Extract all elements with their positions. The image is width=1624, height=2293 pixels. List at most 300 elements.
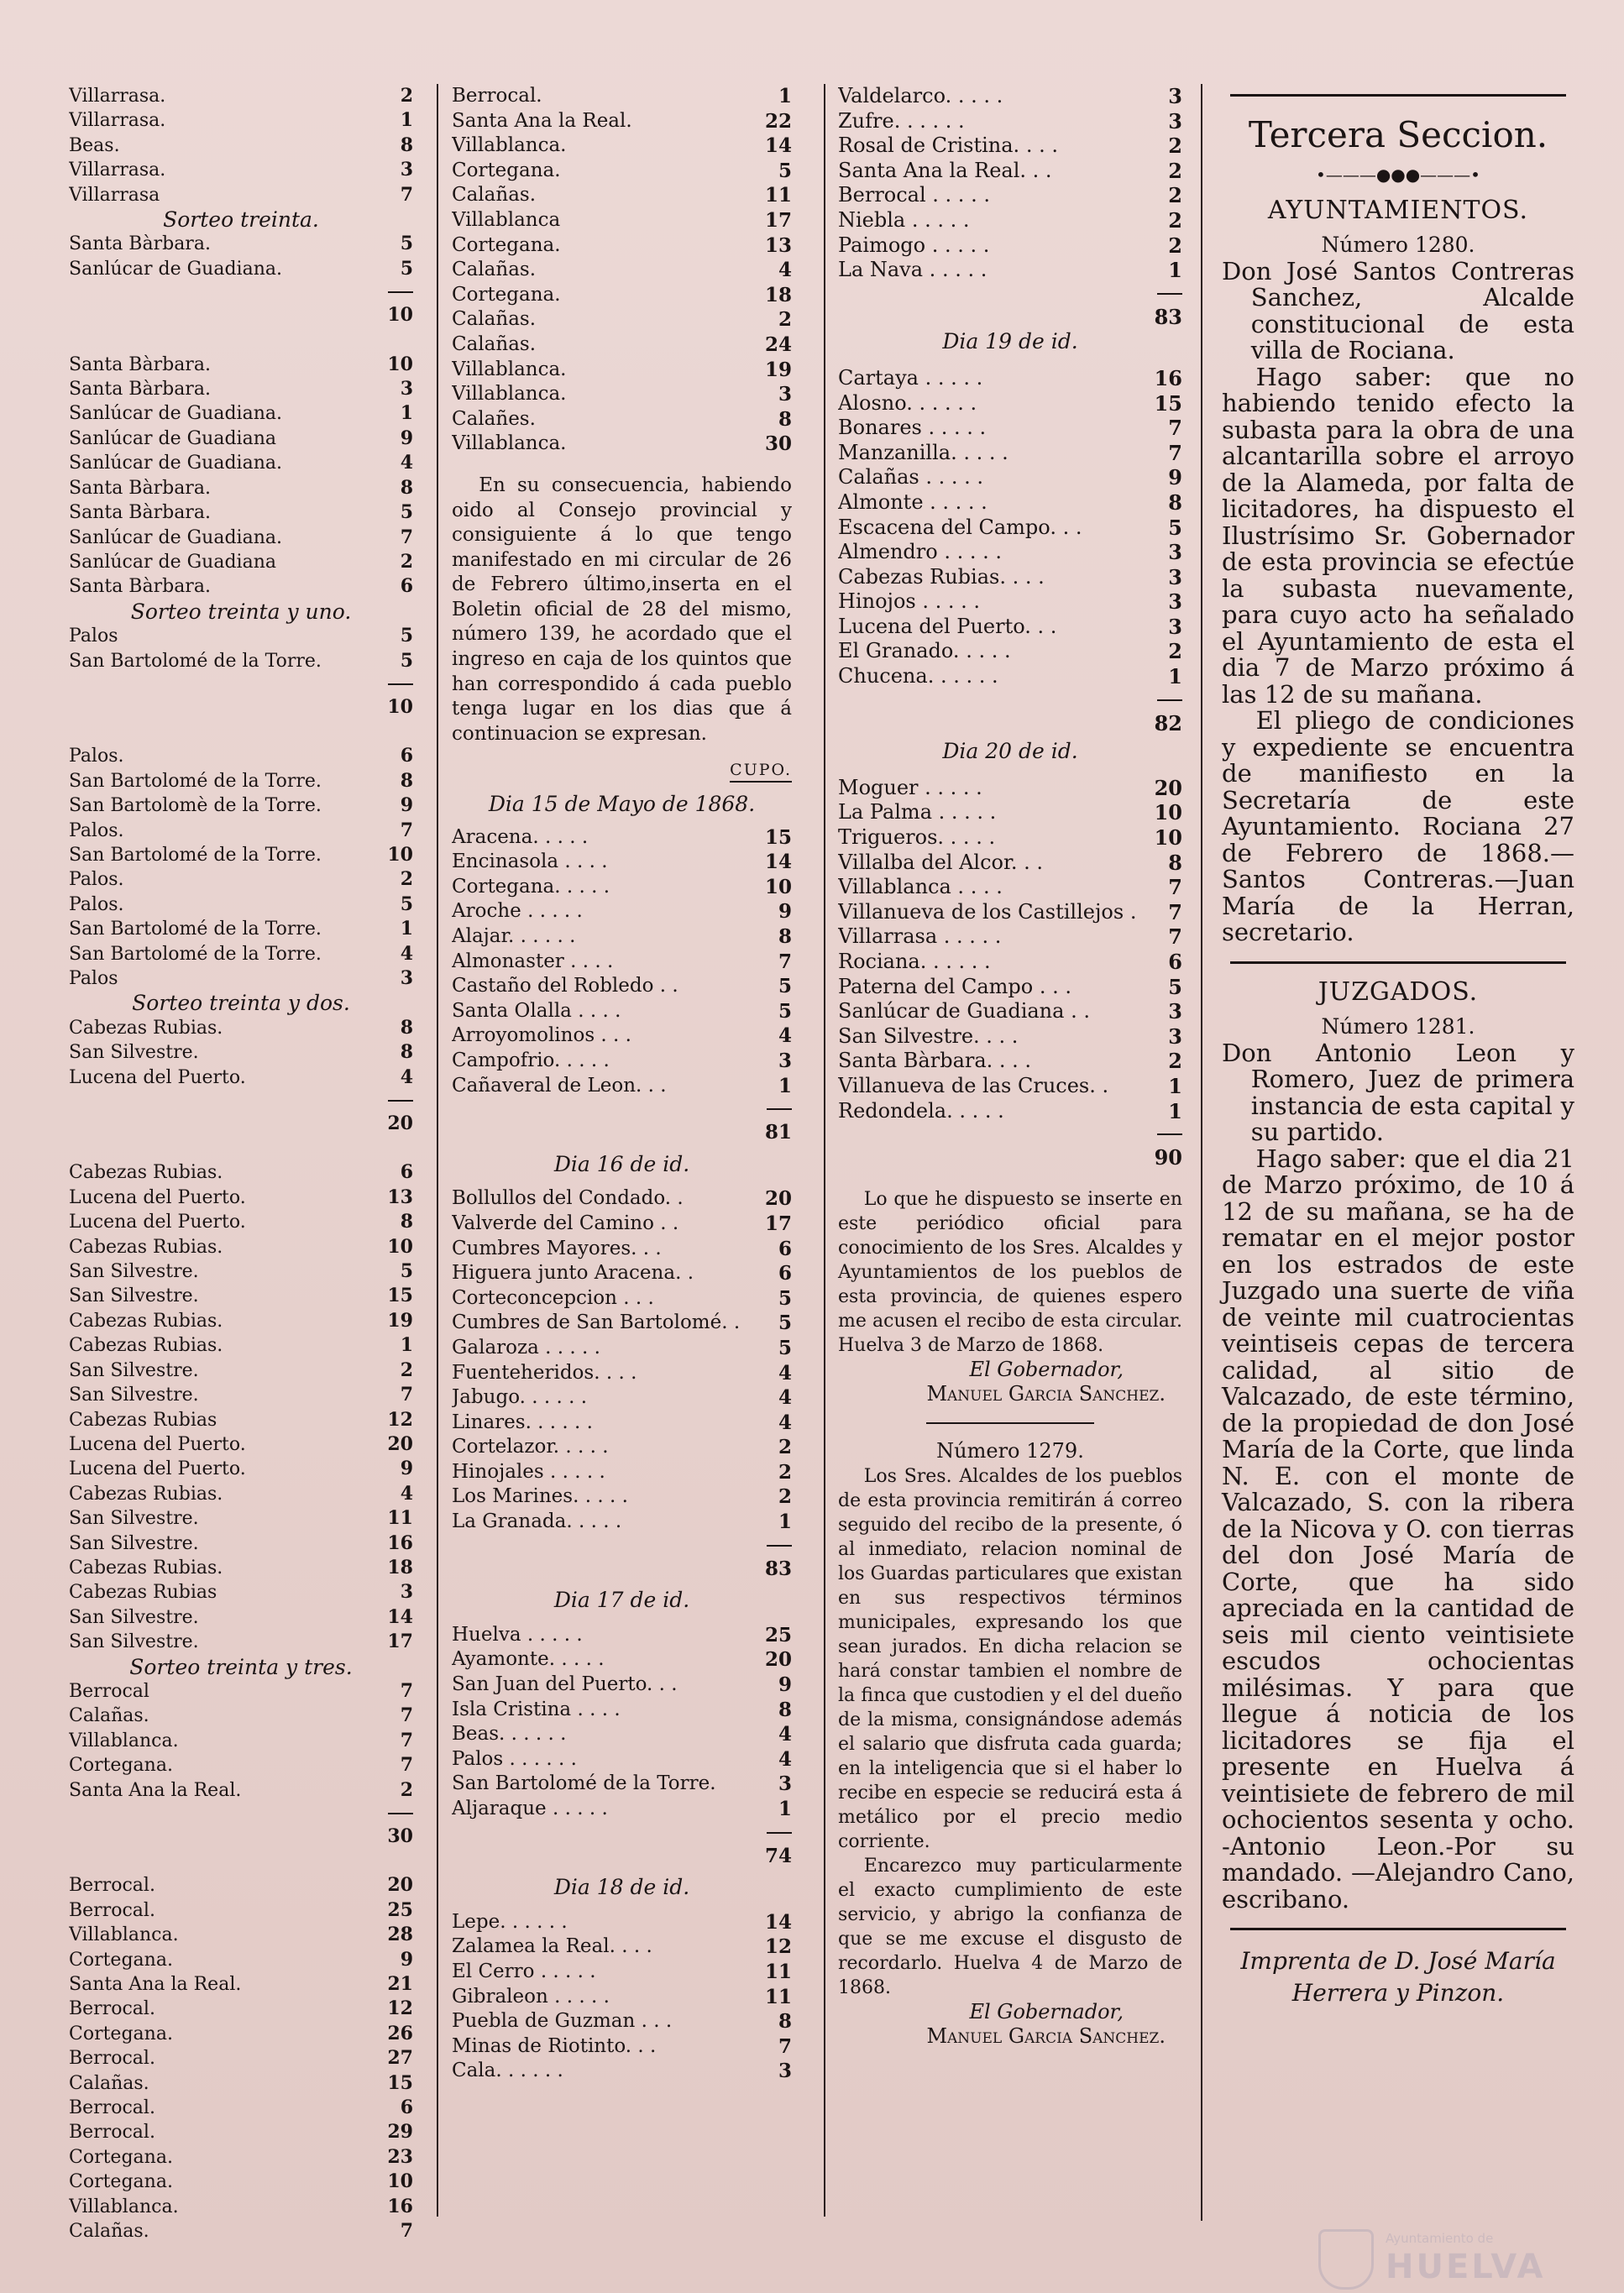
place-name: Sanlúcar de Guadiana <box>69 551 276 573</box>
list-item <box>838 133 1182 159</box>
place-name: Calañas. <box>452 332 537 355</box>
place-name: Valdelarco. . . . . <box>838 84 1003 107</box>
place-name: Zufre. . . . . . <box>838 108 965 133</box>
list-item <box>452 1435 792 1460</box>
quota-number: 17 <box>764 208 792 232</box>
list-item <box>838 183 1182 208</box>
quota-number: 11 <box>387 1507 413 1530</box>
quota-number: 3 <box>400 967 413 989</box>
place-name: Almonaster . . . . <box>452 950 614 972</box>
place-name: Cortegana. <box>69 2171 173 2193</box>
place-name: San Juan del Puerto. . . <box>452 1673 678 1696</box>
quota-number: 7 <box>400 183 413 206</box>
place-name: Puebla de Guzman . . . <box>452 2010 673 2033</box>
list-item <box>452 84 792 109</box>
heading-sorteo-33: Sorteo treinta y tres. <box>129 1654 353 1679</box>
place-name: Fuenteheridos. . . . <box>452 1361 637 1384</box>
list-item <box>69 1383 413 1407</box>
list-item <box>69 843 413 867</box>
quota-number: 4 <box>778 1723 792 1746</box>
list-item <box>69 1359 413 1383</box>
place-name: Los Marines. . . . . <box>452 1485 628 1508</box>
list-item <box>69 1284 413 1308</box>
quota-number: 3 <box>778 1772 792 1796</box>
place-name: Minas de Riotinto. . . <box>452 2034 657 2057</box>
list-item <box>452 1910 792 1935</box>
list-item <box>452 950 792 975</box>
list-item <box>69 1923 413 1947</box>
quota-number: 6 <box>400 745 413 767</box>
header-1281: Don Antonio Leon y Romero, Juez de primera instancia de esta capital y su partido. <box>1222 1038 1574 1146</box>
list-item <box>69 550 413 574</box>
place-name: Berrocal. <box>69 2122 155 2144</box>
place-name: Cartaya . . . . . <box>838 365 983 390</box>
place-name: San Silvestre. <box>69 1285 199 1307</box>
quota-number: 4 <box>400 452 413 474</box>
ornament: •———●●●———• <box>1316 165 1480 185</box>
quota-number: 2 <box>400 868 413 891</box>
quota-number: 20 <box>1154 775 1182 800</box>
place-name: Santa Bàrbara. <box>69 502 211 524</box>
list-item <box>69 84 413 108</box>
quota-number: 2 <box>1168 639 1182 664</box>
signature-title: El Gobernador, <box>969 1357 1124 1381</box>
list-item <box>838 490 1182 516</box>
quota-number: 3 <box>1168 108 1182 133</box>
list-item <box>838 565 1182 590</box>
list-item <box>69 133 413 158</box>
list-item <box>838 1024 1182 1050</box>
quota-number: 27 <box>387 2047 413 2070</box>
place-name: Berrocal <box>69 1680 149 1702</box>
quota-number: 9 <box>400 1458 413 1480</box>
list-item <box>452 283 792 308</box>
list-item <box>69 2096 413 2120</box>
list-item <box>69 1898 413 1923</box>
place-name: Cabezas Rubias <box>69 1582 217 1604</box>
quota-number: 7 <box>1168 875 1182 900</box>
quota-number: 12 <box>387 1997 413 2020</box>
place-name: Escacena del Campo. . . <box>838 515 1082 539</box>
place-name: Cortegana. <box>69 2146 173 2168</box>
list-item <box>69 476 413 500</box>
place-name: Palos . . . . . . <box>452 1747 577 1770</box>
place-name: Castaño del Robledo . . <box>452 975 678 997</box>
list-item <box>838 851 1182 876</box>
place-name: El Cerro . . . . . <box>452 1960 596 1982</box>
quota-number: 20 <box>387 1432 413 1455</box>
quota-number: 14 <box>764 1910 792 1934</box>
watermark-big: HUELVA <box>1386 2248 1546 2286</box>
column-rule <box>437 84 438 2217</box>
place-name: Calañes. <box>452 407 536 430</box>
list-item <box>69 769 413 793</box>
heading-dia-17: Dia 17 de id. <box>553 1588 690 1613</box>
quota-number: 6 <box>778 1237 792 1260</box>
list-item <box>69 1580 413 1605</box>
list-item <box>69 1506 413 1531</box>
total: 20 <box>387 1112 413 1135</box>
paragraph-1280b: El pliego de condiciones y expediente se encuentra de manifiesto en la Secretaría de este Ayuntamiento. Rociana 27 de Febrero de 1868.—Santos Contreras.—Juan María de la Herran, secretario. <box>1222 706 1574 946</box>
place-name: Berrocal. <box>69 1875 155 1897</box>
place-name: Santa Bàrbara. <box>69 353 211 375</box>
list-item <box>838 366 1182 391</box>
column-3 <box>838 84 1182 2050</box>
quota-number: 7 <box>400 1754 413 1777</box>
list-item <box>69 744 413 768</box>
place-name: Villarrasa. <box>69 160 166 181</box>
quota-number: 7 <box>1168 440 1182 465</box>
quota-number: 8 <box>400 769 413 792</box>
quota-number: 20 <box>387 1874 413 1897</box>
list-item <box>452 875 792 900</box>
list-item <box>452 899 792 924</box>
list-item <box>69 2195 413 2219</box>
place-name: Berrocal. <box>69 2097 155 2119</box>
place-name: Trigueros. . . . . <box>838 825 996 850</box>
quota-number: 11 <box>764 184 792 207</box>
list-item <box>69 427 413 451</box>
list-item <box>69 1778 413 1803</box>
list-item <box>69 649 413 673</box>
place-name: Rociana. . . . . . <box>838 950 991 973</box>
list-item <box>838 825 1182 851</box>
list-item <box>452 183 792 208</box>
place-name: Villablanca <box>452 208 561 231</box>
list-item <box>452 1336 792 1361</box>
quota-number: 19 <box>387 1309 413 1332</box>
list-item <box>69 500 413 525</box>
quota-number: 2 <box>778 308 792 332</box>
list-item <box>838 664 1182 689</box>
quota-number: 8 <box>400 1041 413 1064</box>
place-name: San Bartolomé de la Torre. <box>69 650 322 672</box>
cupo-label: CUPO. <box>452 758 792 783</box>
column-1 <box>69 84 413 2244</box>
list-item <box>452 2009 792 2034</box>
list-item <box>69 158 413 182</box>
place-name: Huelva . . . . . <box>452 1623 583 1646</box>
quota-number: 15 <box>764 825 792 849</box>
quota-number: 7 <box>400 1384 413 1406</box>
place-name: Higuera junto Aracena. . <box>452 1262 694 1285</box>
quota-number: 9 <box>400 1948 413 1971</box>
quota-number: 5 <box>400 649 413 672</box>
place-name: Aroche . . . . . <box>452 900 583 923</box>
list-item <box>452 133 792 159</box>
quota-number: 7 <box>400 2220 413 2243</box>
place-name: Cabezas Rubias. <box>69 1162 223 1184</box>
quota-number: 2 <box>400 1778 413 1801</box>
place-name: Lucena del Puerto. <box>69 1066 246 1088</box>
consecuencia-paragraph: En su consecuencia, habiendo oido al Consejo provincial y consiguiente á lo que tengo manifestado en mi circular de 26 de Febrero último,inserta en el Boletin oficial de 28 del mismo, número 139, he acordado que el ingreso en caja de los quintos que han correspondido á cada pueblo tenga lugar en los dias que á continuacion se expresan. <box>452 474 792 745</box>
place-name: Cabezas Rubias. <box>69 1557 223 1578</box>
quota-number: 10 <box>387 2170 413 2193</box>
list-item <box>69 232 413 256</box>
quota-number: 22 <box>764 109 792 133</box>
place-name: San Bartolomé de la Torre. <box>69 919 322 940</box>
place-name: Calañas. <box>69 2072 149 2094</box>
number-1280: Número 1280. <box>1321 233 1475 257</box>
place-name: Santa Ana la Real. <box>69 1974 242 1996</box>
quota-number: 7 <box>400 1679 413 1702</box>
list-item <box>69 2145 413 2170</box>
list-item <box>838 109 1182 134</box>
place-name: Villanueva de las Cruces. . <box>838 1073 1109 1097</box>
quota-number: 17 <box>764 1212 792 1235</box>
quota-number: 2 <box>778 1485 792 1509</box>
list-item <box>69 893 413 917</box>
place-name: Santa Bàrbara. <box>69 233 211 255</box>
place-name: Villablanca. <box>452 358 567 380</box>
place-name: Linares. . . . . . <box>452 1411 593 1433</box>
list-item <box>452 407 792 432</box>
quota-number: 8 <box>1168 850 1182 875</box>
place-name: La Granada. . . . . <box>452 1510 622 1533</box>
quota-number: 7 <box>778 950 792 973</box>
place-name: San Bartolomé de la Torre. <box>69 943 322 965</box>
quota-number: 1 <box>778 1510 792 1534</box>
list-item <box>69 451 413 475</box>
place-name: Sanlúcar de Guadiana. <box>69 403 282 425</box>
list-item <box>69 1210 413 1234</box>
place-name: Villalba del Alcor. . . <box>838 850 1043 874</box>
quota-number: 24 <box>764 332 792 356</box>
list-item <box>838 208 1182 233</box>
place-name: Calañas. <box>452 259 537 281</box>
place-name: Berrocal . . . . . <box>838 183 990 207</box>
quota-number: 2 <box>1168 183 1182 208</box>
quota-number: 2 <box>400 550 413 573</box>
place-name: Santa Olalla . . . . <box>452 999 621 1022</box>
quota-number: 4 <box>400 942 413 965</box>
place-name: Cabezas Rubias. <box>69 1017 223 1039</box>
quota-number: 10 <box>387 353 413 375</box>
quota-number: 23 <box>387 2145 413 2168</box>
list-item <box>452 1212 792 1237</box>
total: 83 <box>764 1557 792 1580</box>
place-name: Santa Ana la Real. <box>69 1779 242 1801</box>
quota-number: 15 <box>387 2071 413 2094</box>
quota-number: 4 <box>778 1386 792 1410</box>
imprint: Imprenta de D. José María Herrera y Pinzon. <box>1240 1947 1556 2007</box>
list-item <box>69 401 413 426</box>
list-item <box>838 900 1182 925</box>
place-name: Sanlúcar de Guadiana . . <box>838 999 1090 1023</box>
quota-number: 1 <box>778 1798 792 1820</box>
quota-number: 1 <box>400 1334 413 1357</box>
place-name: Aracena. . . . . <box>452 825 589 848</box>
list-item <box>452 159 792 184</box>
heading-sorteo-30: Sorteo treinta. <box>163 207 319 233</box>
quota-number: 2 <box>1168 233 1182 258</box>
place-name: Berrocal. <box>452 85 542 107</box>
quota-number: 3 <box>1168 1023 1182 1049</box>
place-name: Berrocal. <box>69 2048 155 2070</box>
quota-number: 8 <box>400 1211 413 1233</box>
watermark-logo <box>1310 2229 1595 2288</box>
quota-number: 3 <box>400 378 413 400</box>
place-name: Cortegana. . . . . <box>452 875 610 898</box>
list-item <box>69 353 413 377</box>
list-item <box>452 1722 792 1747</box>
quota-number: 5 <box>778 1311 792 1335</box>
quota-number: 3 <box>778 1049 792 1072</box>
list-item <box>69 574 413 599</box>
list-item <box>452 1237 792 1262</box>
quota-number: 16 <box>1154 365 1182 390</box>
list-item <box>838 258 1182 283</box>
list-item <box>69 942 413 966</box>
quota-number: 6 <box>400 2097 413 2119</box>
list-item <box>69 1432 413 1457</box>
place-name: San Silvestre. <box>69 1508 199 1530</box>
place-name: Lepe. . . . . . <box>452 1910 568 1933</box>
list-item <box>452 233 792 259</box>
list-item <box>69 1605 413 1630</box>
quota-number: 11 <box>764 1960 792 1983</box>
list-item <box>69 1408 413 1432</box>
quota-number: 7 <box>778 2034 792 2058</box>
list-item <box>838 800 1182 825</box>
place-name: Aljaraque . . . . . <box>452 1798 608 1819</box>
quota-number: 9 <box>400 794 413 817</box>
quota-number: 8 <box>778 407 792 431</box>
quota-number: 12 <box>764 1935 792 1959</box>
quota-number: 4 <box>778 1411 792 1434</box>
quota-number: 5 <box>1168 974 1182 999</box>
place-name: Cabezas Rubias. . . . <box>838 564 1045 589</box>
place-name: Palos <box>69 626 118 647</box>
quota-number: 3 <box>1168 589 1182 615</box>
quota-number: 3 <box>1168 540 1182 565</box>
list-item <box>69 2022 413 2046</box>
column-4 <box>1222 84 1574 2009</box>
list-item <box>69 1065 413 1090</box>
quota-number: 3 <box>1168 84 1182 108</box>
list-item <box>838 950 1182 975</box>
list-item <box>69 1531 413 1556</box>
list-item <box>69 1997 413 2021</box>
list-item <box>452 258 792 283</box>
list-item <box>69 2046 413 2071</box>
list-item <box>69 2219 413 2243</box>
divider <box>926 1422 1094 1424</box>
list-item <box>69 1948 413 1972</box>
list-item <box>69 377 413 401</box>
quota-number: 14 <box>764 134 792 158</box>
list-item <box>452 1411 792 1436</box>
quota-number: 15 <box>1154 390 1182 416</box>
list-item <box>838 233 1182 259</box>
quota-number: 1 <box>1168 258 1182 283</box>
place-name: Palos <box>69 968 118 989</box>
list-item <box>838 1099 1182 1124</box>
place-name: Paterna del Campo . . . <box>838 974 1071 998</box>
place-name: Cabezas Rubias <box>69 1409 217 1431</box>
place-name: Lucena del Puerto. <box>69 1186 246 1208</box>
place-name: Palos. <box>69 869 124 891</box>
place-name: Berrocal. <box>69 1998 155 2020</box>
list-item <box>452 1934 792 1960</box>
quota-number: 10 <box>387 1235 413 1258</box>
list-item <box>69 1040 413 1065</box>
list-item <box>838 416 1182 441</box>
place-name: San Silvestre. <box>69 1385 199 1406</box>
place-name: Redondela. . . . . <box>838 1098 1004 1123</box>
quota-number: 7 <box>1168 899 1182 924</box>
place-name: Villarrasa <box>69 184 160 206</box>
place-name: San Silvestre. . . . <box>838 1023 1019 1048</box>
heading-dia-20: Dia 20 de id. <box>942 739 1078 764</box>
paragraph-1280a: Hago saber: que no habiendo tenido efecto la subasta para la obra de una alcantarilla sobre el arroyo de la Alameda, por falta de licitadores, ha dispuesto el Ilustrísimo Sr. Gobernador de esta provincia se efectúe la subasta nuevamente, para cuyo acto ha señalado el Ayuntamiento de esta el dia 7 de Marzo próximo á las 12 de su mañana. <box>1222 362 1574 709</box>
quota-number: 8 <box>400 133 413 156</box>
place-name: Sanlúcar de Guadiana <box>69 427 276 449</box>
quota-number: 5 <box>400 625 413 647</box>
quota-number: 16 <box>387 2195 413 2217</box>
heading-sorteo-31: Sorteo treinta y uno. <box>130 599 352 624</box>
place-name: Villablanca. <box>452 383 567 406</box>
place-name: Cortegana. <box>69 1755 173 1777</box>
list-item <box>452 1484 792 1510</box>
place-name: Corteconcepcion . . . <box>452 1286 654 1309</box>
quota-number: 5 <box>400 233 413 255</box>
quota-number: 17 <box>387 1631 413 1653</box>
place-name: Paimogo . . . . . <box>838 233 990 257</box>
place-name: Campofrio. . . . . <box>452 1049 610 1071</box>
list-item <box>69 1972 413 1997</box>
list-item <box>69 819 413 843</box>
column-rule <box>824 84 825 2217</box>
place-name: Arroyomolinos . . . <box>452 1024 631 1047</box>
list-item <box>69 257 413 281</box>
place-name: Cortelazor. . . . . <box>452 1436 609 1458</box>
signature-name: Manuel Garcia Sanchez. <box>926 1382 1166 1406</box>
place-name: Almonte . . . . . <box>838 489 987 514</box>
total: 82 <box>1154 710 1182 736</box>
list-item <box>838 540 1182 565</box>
place-name: Sanlúcar de Guadiana. <box>69 453 282 474</box>
place-name: Berrocal. <box>69 1899 155 1921</box>
place-name: Palos. <box>69 819 124 841</box>
quota-number: 10 <box>387 843 413 866</box>
place-name: Gibraleon . . . . . <box>452 1985 610 2008</box>
quota-number: 18 <box>764 283 792 306</box>
quota-number: 29 <box>387 2121 413 2144</box>
heading-dia-19: Dia 19 de id. <box>942 329 1078 354</box>
heading-dia-15: Dia 15 de Mayo de 1868. <box>488 792 756 817</box>
list-item <box>69 966 413 991</box>
signature-name: Manuel Garcia Sanchez. <box>926 2024 1166 2049</box>
list-item <box>838 975 1182 1000</box>
place-name: Calañas. <box>69 1705 149 1727</box>
place-name: Villablanca. <box>69 1924 179 1946</box>
place-name: Villarrasa . . . . . <box>838 924 1002 949</box>
quota-number: 20 <box>764 1187 792 1211</box>
place-name: Calañas. <box>452 308 537 331</box>
place-name: Calañas. <box>452 184 537 207</box>
quota-number: 3 <box>778 383 792 406</box>
list-item <box>838 875 1182 900</box>
place-name: Alosno. . . . . . <box>838 390 977 415</box>
place-name: Manzanilla. . . . . <box>838 440 1008 464</box>
place-name: Lucena del Puerto. <box>69 1458 246 1480</box>
place-name: Cala. . . . . . <box>452 2060 563 2082</box>
place-name: Villanueva de los Castillejos . <box>838 899 1137 924</box>
divider <box>1230 961 1566 964</box>
list-item <box>452 1797 792 1822</box>
place-name: San Bartolomé de la Torre. <box>69 770 322 792</box>
